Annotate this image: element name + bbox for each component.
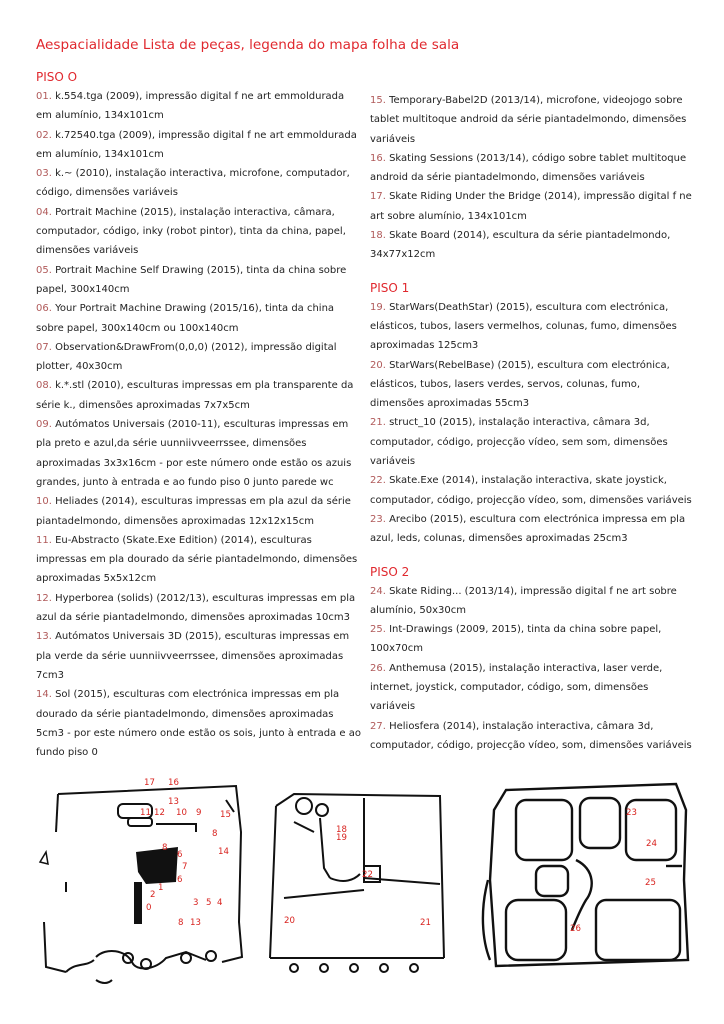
legend-item-text: Anthemusa (2015), instalação interactiva, laser verde, internet, joystick, computador, código, som, dimensões variáveis bbox=[370, 662, 663, 713]
legend-item bbox=[370, 659, 695, 717]
legend-item-text: Skate.Exe (2014), instalação interactiva, skate joystick, computador, código, projecção vídeo, som, dimensões variáveis bbox=[370, 475, 692, 506]
map-marker-label: 26 bbox=[570, 924, 581, 934]
map-marker-label: 9 bbox=[196, 808, 202, 818]
map-marker-label: 3 bbox=[193, 898, 199, 908]
legend-item-text: Portrait Machine Self Drawing (2015), tinta da china sobre papel, 300x140cm bbox=[36, 264, 347, 295]
legend-item-number: 22. bbox=[370, 475, 386, 487]
legend-item bbox=[370, 582, 695, 621]
legend-item-number: 20. bbox=[370, 359, 386, 371]
legend-item-number: 19. bbox=[370, 301, 386, 313]
legend-item-text: Your Portrait Machine Drawing (2015/16), tinta da china sobre papel, 300x140cm ou 100x140cm bbox=[36, 303, 335, 334]
map-marker-label: 24 bbox=[646, 839, 657, 849]
legend-item-number: 24. bbox=[370, 585, 386, 597]
legend-item-text: Heliades (2014), esculturas impressas em pla azul da série piantadelmondo, dimensões aproximadas 12x12x15cm bbox=[36, 496, 351, 527]
map-marker-label: 13 bbox=[168, 797, 179, 807]
legend-item-text: StarWars(RebelBase) (2015), escultura com electrónica, elásticos, tubos, lasers verdes, servos, colunas, fumo, dimensões aproximadas 55cm3 bbox=[370, 359, 670, 410]
map-marker-label: 18 bbox=[336, 825, 347, 835]
legend-item bbox=[36, 376, 361, 415]
legend-item-number: 08. bbox=[36, 380, 52, 392]
legend-item bbox=[370, 413, 695, 471]
map-marker-label: 5 bbox=[206, 898, 212, 908]
legend-item bbox=[370, 471, 695, 510]
legend-item bbox=[36, 126, 361, 165]
map-marker-label: 6 bbox=[177, 850, 183, 860]
floor-map-piso-1 bbox=[264, 778, 450, 978]
legend-item bbox=[370, 298, 695, 356]
legend-item bbox=[36, 492, 361, 531]
map-marker-label: 8 bbox=[162, 843, 168, 853]
legend-item bbox=[370, 187, 695, 226]
legend-item-text: Skating Sessions (2013/14), código sobre tablet multitoque android da série piantadelmondo, dimensões variáveis bbox=[370, 152, 687, 184]
map-marker-label: 6 bbox=[177, 875, 183, 885]
legend-item-number: 10. bbox=[36, 496, 52, 508]
legend-item bbox=[370, 510, 695, 549]
legend-item bbox=[36, 338, 361, 377]
legend-item-number: 16. bbox=[370, 152, 386, 164]
legend-item bbox=[36, 299, 361, 338]
legend-item bbox=[370, 620, 695, 659]
floor-plan-drawing bbox=[476, 770, 694, 980]
legend-item-number: 03. bbox=[36, 168, 52, 180]
legend-item bbox=[370, 356, 695, 414]
legend-item bbox=[36, 164, 361, 203]
legend-item-number: 17. bbox=[370, 191, 386, 203]
legend-item bbox=[36, 203, 361, 261]
legend-item-text: k.554.tga (2009), impressão digital f ne art emmoldurada em alumínio, 134x101cm bbox=[36, 91, 345, 122]
legend-item-text: k.~ (2010), instalação interactiva, microfone, computador, código, dimensões variáveis bbox=[36, 168, 350, 199]
legend-item-text: Temporary-Babel2D (2013/14), microfone, videojogo sobre tablet multitoque android da série piantadelmondo, dimensões variáveis bbox=[370, 95, 687, 145]
legend-item bbox=[36, 87, 361, 126]
legend-column-left bbox=[36, 68, 361, 762]
legend-item-number: 04. bbox=[36, 206, 52, 218]
map-marker-label: 20 bbox=[284, 916, 295, 926]
legend-item-text: Eu-Abstracto (Skate.Exe Edition) (2014), esculturas impressas em pla dourado da série piantadelmondo, dimensões aproximadas 5x5x12cm bbox=[36, 534, 358, 585]
legend-item-number: 14. bbox=[36, 689, 52, 701]
legend-item-number: 25. bbox=[370, 624, 386, 636]
legend-item-text: Arecibo (2015), escultura com electrónica impressa em pla azul, leds, colunas, dimensões aproximadas 25cm3 bbox=[370, 513, 686, 545]
legend-item-number: 05. bbox=[36, 264, 52, 276]
legend-item-text: Hyperborea (solids) (2012/13), esculturas impressas em pla azul da série piantadelmondo, dimensões aproximadas 10cm3 bbox=[36, 592, 356, 624]
page-title: Aespacialidade Lista de peças, legenda do mapa folha de sala bbox=[36, 37, 460, 53]
legend-item bbox=[36, 627, 361, 685]
map-marker-label: 17 bbox=[144, 778, 155, 788]
legend-item-text: Observation&DrawFrom(0,0,0) (2012), impressão digital plotter, 40x30cm bbox=[36, 341, 337, 373]
legend-item-text: Sol (2015), esculturas com electrónica impressas em pla dourado da série piantadelmondo, dimensões aproximadas 5cm3 - por este número onde estão os sois, junto à entrada e ao fundo piso 0 bbox=[36, 689, 361, 759]
legend-item bbox=[36, 415, 361, 492]
map-marker-label: 21 bbox=[420, 918, 431, 928]
floor-plan-drawing bbox=[264, 778, 450, 978]
legend-item bbox=[36, 685, 361, 762]
legend-item-text: Skate Riding Under the Bridge (2014), impressão digital f ne art sobre alumínio, 134x101cm bbox=[370, 191, 692, 222]
floor-heading-piso-2: PISO 2 bbox=[370, 564, 410, 579]
map-marker-label: 16 bbox=[168, 778, 179, 788]
map-marker-label: 19 bbox=[336, 833, 347, 843]
map-marker-label: 15 bbox=[220, 810, 231, 820]
legend-item-text: k.*.stl (2010), esculturas impressas em pla transparente da série k., dimensões aproximadas 7x7x5cm bbox=[36, 380, 354, 411]
legend-item-text: StarWars(DeathStar) (2015), escultura com electrónica, elásticos, tubos, lasers vermelhos, colunas, fumo, dimensões aproximadas 125cm3 bbox=[370, 301, 677, 352]
legend-item-text: Heliosfera (2014), instalação interactiva, câmara 3d, computador, código, projecção vídeo, som, dimensões variáveis bbox=[370, 720, 692, 751]
legend-item-number: 21. bbox=[370, 417, 386, 429]
legend-item bbox=[370, 717, 695, 756]
map-marker-label: 12 bbox=[154, 808, 165, 818]
legend-item-text: Autómatos Universais 3D (2015), esculturas impressas em pla verde da série uunniivveerrssee, dimensões aproximadas 7cm3 bbox=[36, 631, 350, 681]
legend-item-text: Int-Drawings (2009, 2015), tinta da china sobre papel, 100x70cm bbox=[370, 624, 662, 655]
map-marker-label: 22 bbox=[362, 870, 373, 880]
legend-item-number: 02. bbox=[36, 129, 52, 141]
legend-column-right bbox=[370, 91, 695, 755]
floor-plan-drawing bbox=[36, 772, 248, 992]
floor-heading-piso-1: PISO 1 bbox=[370, 280, 410, 295]
map-marker-label: 0 bbox=[146, 903, 152, 913]
legend-item-number: 06. bbox=[36, 303, 52, 315]
floor-map-piso-2 bbox=[476, 770, 694, 980]
legend-item-number: 27. bbox=[370, 720, 386, 732]
map-marker-label: 10 bbox=[176, 808, 187, 818]
map-marker-label: 1 bbox=[158, 883, 164, 893]
map-marker-label: 14 bbox=[218, 847, 229, 857]
legend-item-text: struct_10 (2015), instalação interactiva, câmara 3d, computador, código, projecção vídeo, sem som, dimensões variáveis bbox=[370, 417, 668, 468]
legend-item bbox=[36, 531, 361, 589]
legend-item-number: 23. bbox=[370, 513, 386, 525]
legend-item bbox=[370, 149, 695, 188]
legend-item-number: 09. bbox=[36, 419, 52, 431]
legend-item bbox=[370, 91, 695, 149]
legend-item-text: Autómatos Universais (2010-11), esculturas impressas em pla preto e azul,da série uunniivveerrssee, dimensões aproximadas 3x3x16cm - por este número onde estão os azuis grandes, junto à entrada e ao fundo piso 0 junto parede wc bbox=[36, 419, 352, 488]
legend-item-number: 11. bbox=[36, 534, 52, 546]
legend-item bbox=[36, 589, 361, 628]
legend-item-number: 07. bbox=[36, 341, 52, 353]
legend-item-text: k.72540.tga (2009), impressão digital f ne art emmoldurada em alumínio, 134x101cm bbox=[36, 129, 357, 160]
map-marker-label: 23 bbox=[626, 808, 637, 818]
map-marker-label: 7 bbox=[182, 862, 188, 872]
floor-heading-piso-0: PISO O bbox=[36, 70, 78, 84]
legend-item-number: 13. bbox=[36, 631, 52, 643]
legend-item-text: Skate Board (2014), escultura da série piantadelmondo, 34x77x12cm bbox=[370, 230, 671, 261]
map-marker-label: 8 bbox=[212, 829, 218, 839]
map-marker-label: 8 bbox=[178, 918, 184, 928]
map-marker-label: 4 bbox=[217, 898, 223, 908]
legend-item-number: 12. bbox=[36, 592, 52, 604]
map-marker-label: 25 bbox=[645, 878, 656, 888]
legend-item bbox=[36, 261, 361, 300]
legend-item-number: 15. bbox=[370, 95, 386, 106]
floor-map-piso-0 bbox=[36, 772, 248, 992]
legend-item-number: 01. bbox=[36, 91, 52, 102]
map-marker-label: 11 bbox=[140, 808, 151, 818]
legend-item-number: 18. bbox=[370, 230, 386, 242]
legend-item bbox=[370, 226, 695, 265]
legend-item-text: Skate Riding... (2013/14), impressão digital f ne art sobre alumínio, 50x30cm bbox=[370, 585, 677, 616]
legend-item-text: Portrait Machine (2015), instalação interactiva, câmara, computador, código, inky (robot pintor), tinta da china, papel, dimensões variáveis bbox=[36, 206, 346, 257]
legend-item-number: 26. bbox=[370, 662, 386, 674]
map-marker-label: 13 bbox=[190, 918, 201, 928]
map-marker-label: 2 bbox=[150, 890, 156, 900]
